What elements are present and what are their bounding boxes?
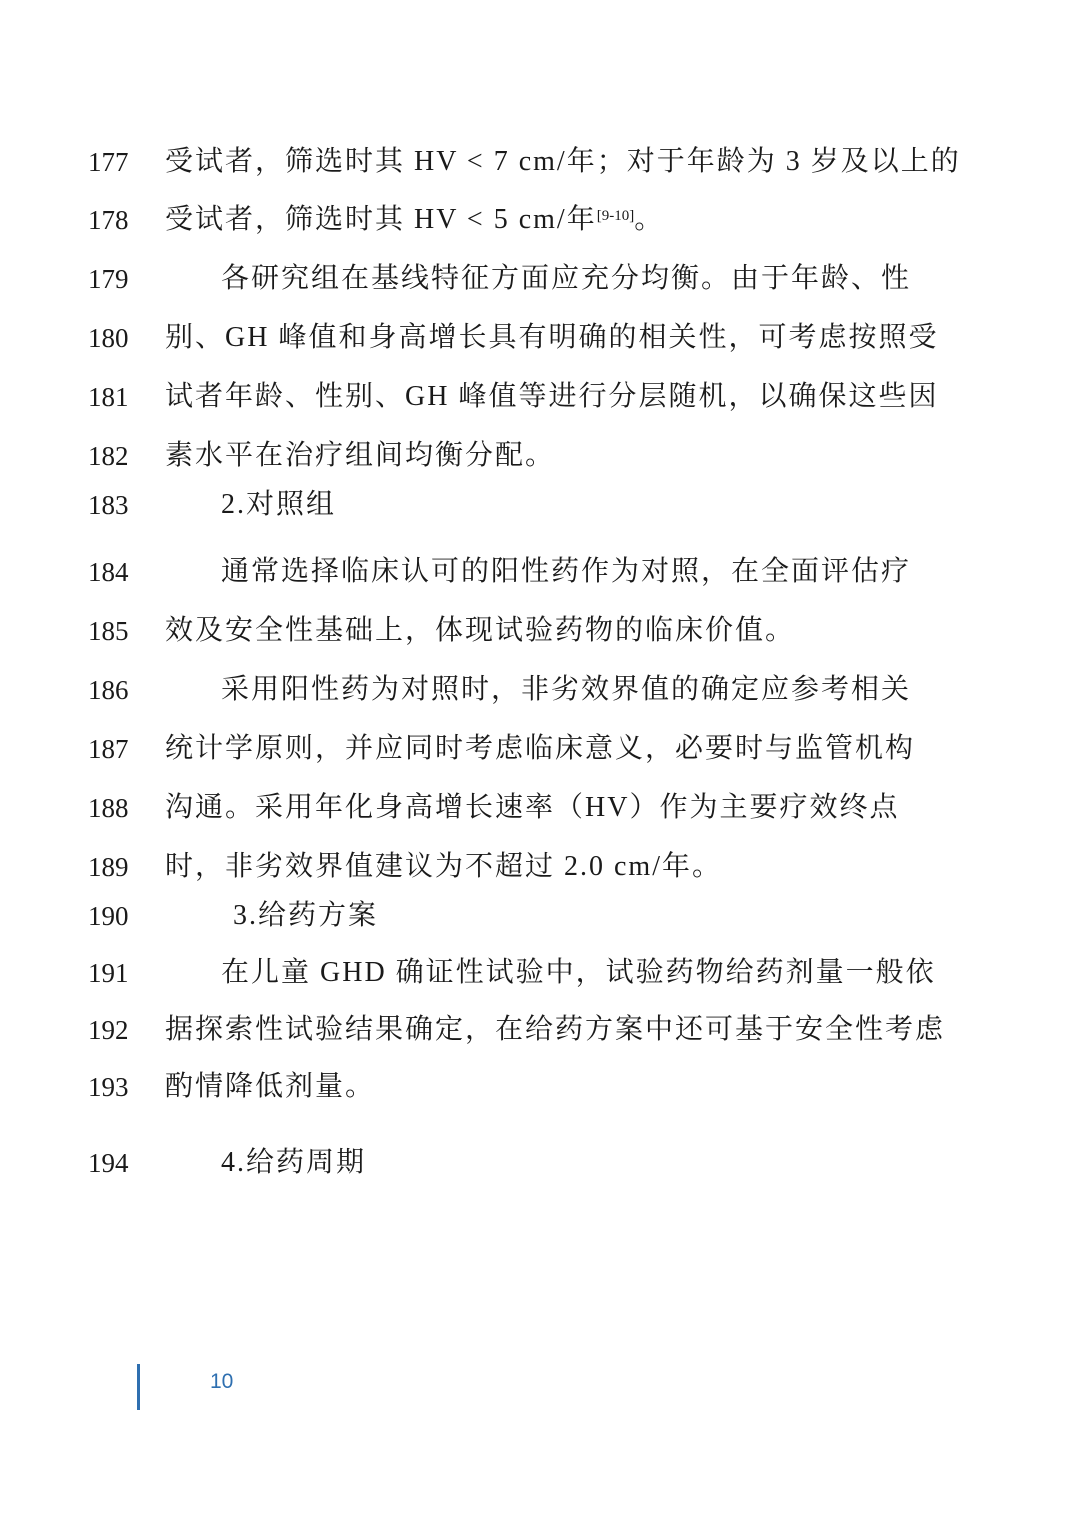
text-line (0, 318, 1080, 358)
line-number: 192 (88, 1015, 129, 1045)
text-line (0, 142, 1080, 182)
text-line (0, 436, 1080, 476)
line-text: 沟通。采用年化身高增长速率（HV）作为主要疗效终点 (165, 792, 900, 823)
section-heading: 2.对照组 (221, 489, 337, 520)
section-heading: 4.给药周期 (221, 1147, 367, 1178)
text-line (0, 847, 1080, 887)
line-text: 据探索性试验结果确定，在给药方案中还可基于安全性考虑 (165, 1014, 946, 1045)
line-number: 182 (88, 441, 129, 471)
line-number: 194 (88, 1148, 129, 1178)
text-line (0, 670, 1080, 710)
line-text: 受试者，筛选时其 HV < 5 cm/年 (165, 204, 597, 235)
line-text: 试者年龄、性别、GH 峰值等进行分层随机，以确保这些因 (165, 381, 939, 412)
line-number: 193 (88, 1072, 129, 1102)
line-number: 188 (88, 793, 129, 823)
line-number: 183 (88, 490, 129, 520)
section-heading-line (0, 1143, 1080, 1183)
line-text: 酌情降低剂量。 (165, 1071, 376, 1102)
text-line (0, 200, 1080, 240)
text-line (0, 552, 1080, 592)
line-text-with-reference (165, 200, 664, 240)
line-text: 素水平在治疗组间均衡分配。 (165, 440, 556, 471)
text-line (0, 377, 1080, 417)
page-number: 10 (210, 1370, 234, 1393)
line-text: 各研究组在基线特征方面应充分均衡。由于年龄、性 (221, 263, 912, 294)
text-line (0, 611, 1080, 651)
citation-reference: [9-10] (596, 208, 635, 224)
line-number: 186 (88, 675, 129, 705)
text-line (0, 953, 1080, 993)
line-number: 180 (88, 323, 129, 353)
line-text: 受试者，筛选时其 HV < 7 cm/年；对于年龄为 3 岁及以上的 (165, 146, 961, 177)
line-number: 179 (88, 264, 129, 294)
line-text: 效及安全性基础上，体现试验药物的临床价值。 (165, 615, 796, 646)
text-line (0, 1010, 1080, 1050)
text-line (0, 1067, 1080, 1107)
text-line (0, 788, 1080, 828)
line-number: 187 (88, 734, 129, 764)
line-number: 191 (88, 958, 129, 988)
line-number: 190 (88, 901, 129, 931)
line-text: 别、GH 峰值和身高增长具有明确的相关性，可考虑按照受 (165, 322, 939, 353)
line-number: 185 (88, 616, 129, 646)
line-text: 在儿童 GHD 确证性试验中，试验药物给药剂量一般依 (221, 957, 936, 988)
section-heading-line (0, 485, 1080, 525)
line-number: 178 (88, 205, 129, 235)
text-line (0, 729, 1080, 769)
line-number: 184 (88, 557, 129, 587)
line-text: 通常选择临床认可的阳性药作为对照，在全面评估疗 (221, 556, 912, 587)
section-heading-line (0, 896, 1080, 936)
line-text: 时，非劣效界值建议为不超过 2.0 cm/年。 (165, 851, 722, 882)
text-line (0, 259, 1080, 299)
line-text-tail: 。 (634, 204, 665, 235)
line-text: 统计学原则，并应同时考虑临床意义，必要时与监管机构 (165, 733, 916, 764)
line-number: 181 (88, 382, 129, 412)
line-number: 177 (88, 147, 129, 177)
line-text: 采用阳性药为对照时，非劣效界值的确定应参考相关 (221, 674, 912, 705)
footer-accent-bar (137, 1364, 140, 1410)
line-number: 189 (88, 852, 129, 882)
section-heading: 3.给药方案 (233, 900, 379, 931)
